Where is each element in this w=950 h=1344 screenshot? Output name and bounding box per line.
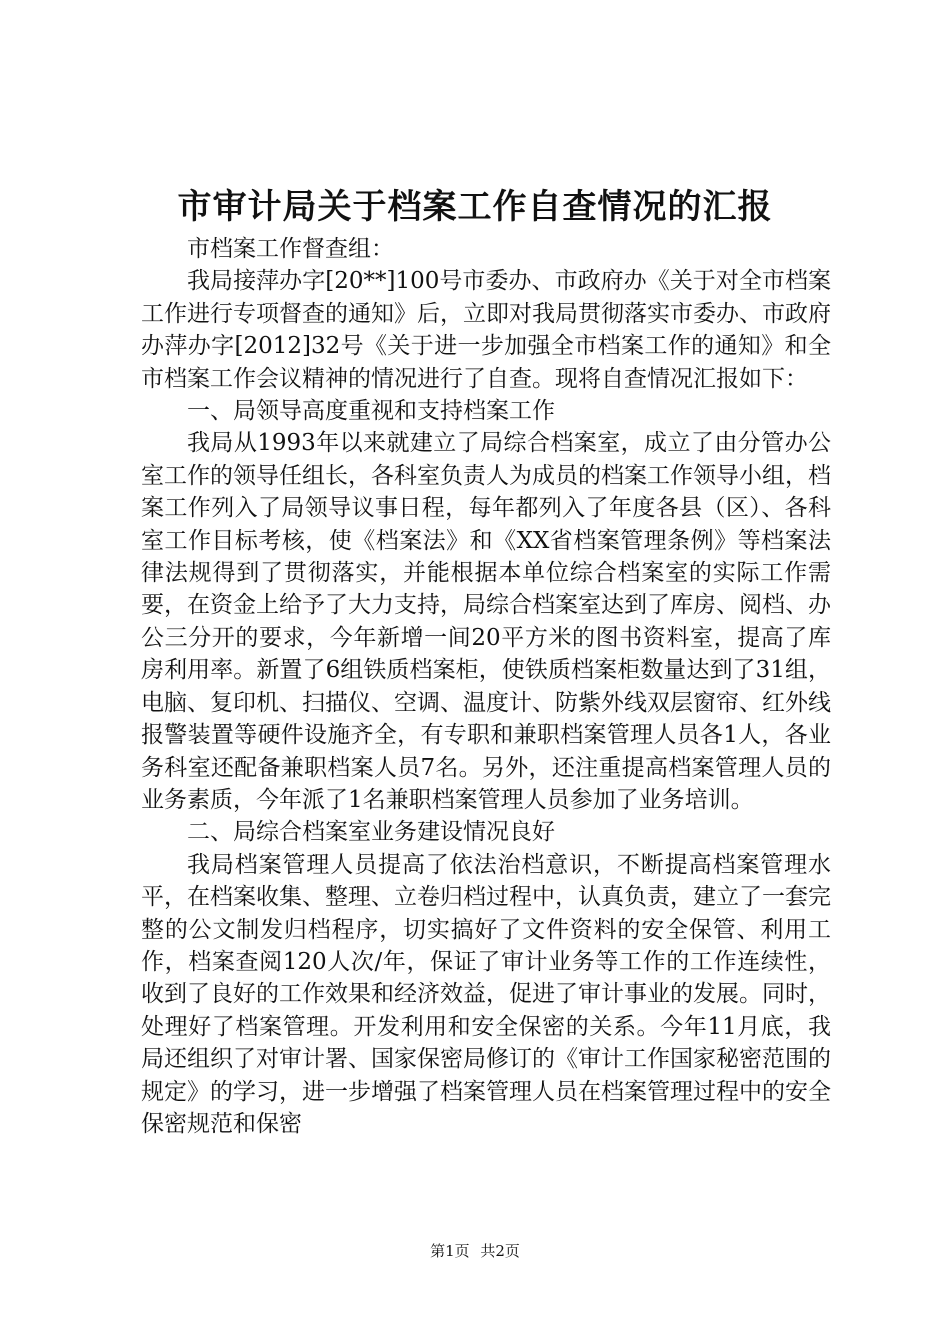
page-total: 共2页 — [480, 1242, 520, 1260]
section-2-paragraph: 我局档案管理人员提高了依法治档意识，不断提高档案管理水平，在档案收集、整理、立卷归档过程中，认真负责，建立了一套完整的公文制发归档程序，切实搞好了文件资料的安全保管、利用工作，档案查阅120人次/年，保证了审计业务等工作的工作连续性，收到了良好的工作效果和经济效益，促进了审计事业的发展。同时，处理好了档案管理。开发利用和安全保密的关系。今年11月底，我局还组织了对审计署、国家保密局修订的《审计工作国家秘密范围的规定》的学习，进一步增强了档案管理人员在档案管理过程中的安全保密规范和保密 — [141, 851, 831, 1137]
page-number: 第1页 — [430, 1242, 470, 1260]
page-footer — [0, 1241, 950, 1261]
salutation: 市档案工作督查组： — [187, 236, 394, 262]
document-title: 市审计局关于档案工作自查情况的汇报 — [177, 187, 773, 227]
intro-paragraph: 我局接萍办字[20**]100号市委办、市政府办《关于对全市档案工作进行专项督查的通知》后，立即对我局贯彻落实市委办、市政府办萍办字[2012]32号《关于进一步加强全市档案工作的通知》和全市档案工作会议精神的情况进行了自查。现将自查情况汇报如下： — [141, 268, 831, 392]
section-heading-1: 一、局领导高度重视和支持档案工作 — [187, 398, 555, 425]
section-1-paragraph: 我局从1993年以来就建立了局综合档案室，成立了由分管办公室工作的领导任组长，各科室负责人为成员的档案工作领导小组，档案工作列入了局领导议事日程，每年都列入了年度各县（区）、各科室工作目标考核，使《档案法》和《XX省档案管理条例》等档案法律法规得到了贯彻落实，并能根据本单位综合档案室的实际工作需要，在资金上给予了大力支持，局综合档案室达到了库房、阅档、办公三分开的要求，今年新增一间20平方米的图书资料室，提高了库房利用率。新置了6组铁质档案柜，使铁质档案柜数量达到了31组，电脑、复印机、扫描仪、空调、温度计、防紫外线双层窗帘、红外线报警装置等硬件设施齐全，有专职和兼职档案管理人员各1人，各业务科室还配备兼职档案人员7名。另外，还注重提高档案管理人员的业务素质，今年派了1名兼职档案管理人员参加了业务培训。 — [141, 430, 831, 813]
document-body — [141, 233, 831, 1140]
section-heading-2: 二、局综合档案室业务建设情况良好 — [187, 819, 555, 846]
